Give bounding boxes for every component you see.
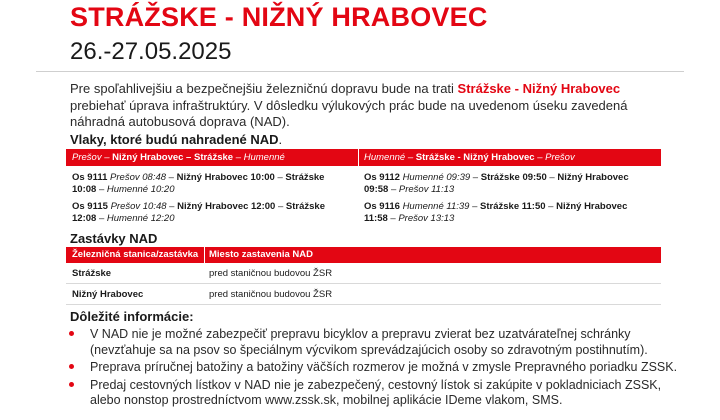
route-right-section: Strážske - Nižný Hrabovec <box>415 152 535 163</box>
intro-text-2: prebiehať úprava infraštruktúry. V dôsledku výlukových prác bude na uvedenom úseku zavedená náhradná autobusová doprava (NAD). <box>70 97 628 129</box>
bullet-icon <box>69 382 74 387</box>
route-header-bar <box>66 149 661 166</box>
stops-col-station: Železničná stanica/zastávka <box>72 249 199 260</box>
train-end-time: 11:58 <box>364 213 388 224</box>
list-item <box>70 327 680 358</box>
table-row <box>66 284 661 305</box>
train-from: Humenné 09:39 <box>402 172 471 183</box>
train-mid: Strážske 09:50 <box>480 172 547 183</box>
train-to: Prešov 13:13 <box>398 213 455 224</box>
train-end-station: Nižný Hrabovec <box>557 172 629 183</box>
route-divider <box>358 149 359 166</box>
route-right-to: Prešov <box>545 152 575 163</box>
intro-text-1: Pre spoľahlivejšiu a bezpečnejšiu železničnú dopravu bude na trati <box>70 81 458 96</box>
stops-table-header <box>66 247 661 263</box>
info-text: Predaj cestovných lístkov v NAD nie je zabezpečený, cestovný lístok si zakúpite v pokladniciach ZSSK, alebo nonstop prostredníctvom www.zssk.sk, mobilnej aplikácie IDeme vlakom, SMS. <box>90 377 662 408</box>
divider <box>36 71 684 72</box>
route-right-from: Humenné <box>364 152 406 163</box>
trains-heading <box>70 132 282 147</box>
route-right-sep: – <box>534 152 546 163</box>
intro-paragraph <box>70 81 670 131</box>
train-end-time: 09:58 <box>364 184 389 195</box>
bullet-icon <box>69 364 74 369</box>
train-from: Prešov 10:48 <box>110 201 167 212</box>
stop-place: pred staničnou budovou ŽSR <box>209 289 333 300</box>
route-left-to: Humenné <box>243 152 285 163</box>
route-right <box>364 149 575 166</box>
table-row <box>66 263 661 284</box>
list-item <box>70 378 680 409</box>
route-left <box>72 149 285 166</box>
intro-route: Strážske - Nižný Hrabovec <box>457 81 621 96</box>
train-id: Os 9111 <box>72 172 108 183</box>
info-list <box>70 327 680 411</box>
info-heading: Dôležité informácie: <box>70 309 194 324</box>
train-id: Os 9112 <box>364 172 400 183</box>
train-to: Prešov 11:13 <box>398 184 455 195</box>
train-mid: Strážske 11:50 <box>480 201 546 212</box>
route-right-sep: – <box>405 152 416 163</box>
stops-heading: Zastávky NAD <box>70 231 158 246</box>
stops-col-divider <box>204 247 205 263</box>
stop-station: Nižný Hrabovec <box>72 289 144 300</box>
train-end-station: Strážske <box>285 172 325 183</box>
train-end-station: Strážske <box>285 201 325 212</box>
stop-station: Strážske <box>72 268 112 279</box>
route-left-from: Prešov <box>72 152 102 163</box>
train-entry: Os 9112 Humenné 09:39 – Strážske 09:50 – Nižný Hrabovec 09:58 – Prešov 11:13 <box>364 172 629 195</box>
train-mid: Nižný Hrabovec 12:00 <box>177 201 276 212</box>
train-to: Humenné 10:20 <box>106 184 175 195</box>
train-entry: Os 9111 Prešov 08:48 – Nižný Hrabovec 10:00 – Strážske 10:08 – Humenné 10:20 <box>72 172 325 195</box>
train-id: Os 9116 <box>364 201 400 212</box>
train-end-time: 12:08 <box>72 213 97 224</box>
page-title: STRÁŽSKE - NIŽNÝ HRABOVEC <box>70 2 488 32</box>
route-left-sep: – <box>101 152 113 163</box>
route-left-section: Nižný Hrabovec – Strážske <box>112 152 234 163</box>
stops-col-place: Miesto zastavenia NAD <box>209 249 314 260</box>
train-entry: Os 9115 Prešov 10:48 – Nižný Hrabovec 12:00 – Strážske 12:08 – Humenné 12:20 <box>72 201 325 224</box>
stop-place: pred staničnou budovou ŽSR <box>209 268 333 279</box>
train-mid: Nižný Hrabovec 10:00 <box>176 172 275 183</box>
trains-heading-rest: . <box>278 132 283 147</box>
route-left-sep: – <box>233 152 244 163</box>
list-item <box>70 360 680 376</box>
train-to: Humenné 12:20 <box>106 213 175 224</box>
closure-date: 26.-27.05.2025 <box>70 38 232 65</box>
info-text: Preprava príručnej batožiny a batožiny väčších rozmerov je možná v zmysle Prepravného poriadku ZSSK. <box>90 360 678 375</box>
info-text: V NAD nie je možné zabezpečiť prepravu bicyklov a prepravu zvierat bez uzatvárateľnej schránky (nevzťahuje sa na psov so špeciálnym výcvikom sprevádzajúcich osoby so zdravotným postihnutím). <box>90 327 648 357</box>
train-from: Prešov 08:48 <box>110 172 167 183</box>
train-from: Humenné 11:39 <box>402 201 470 212</box>
trains-heading-bold: Vlaky, ktoré budú nahradené NAD <box>70 132 279 147</box>
train-entry: Os 9116 Humenné 11:39 – Strážske 11:50 – Nižný Hrabovec 11:58 – Prešov 13:13 <box>364 201 628 224</box>
train-end-time: 10:08 <box>72 184 97 195</box>
train-end-station: Nižný Hrabovec <box>556 201 628 212</box>
train-id: Os 9115 <box>72 201 108 212</box>
bullet-icon <box>69 331 74 336</box>
